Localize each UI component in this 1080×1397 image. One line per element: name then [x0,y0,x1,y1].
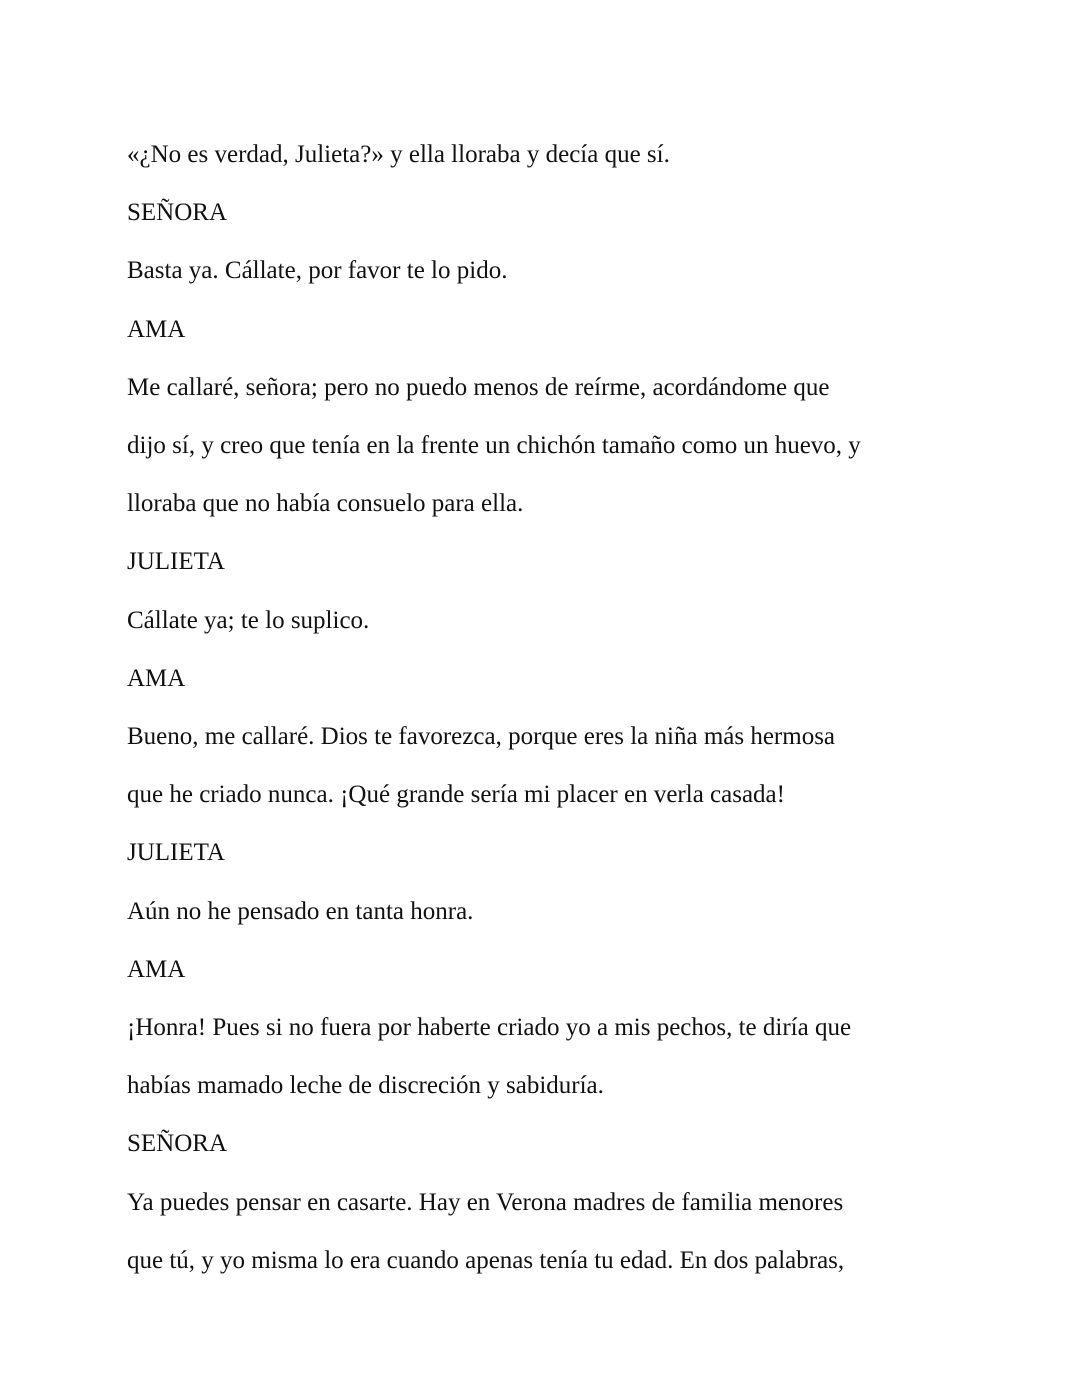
speaker-name: SEÑORA [127,199,228,227]
dialogue-line: Basta ya. Cállate, por favor te lo pido. [127,257,508,285]
dialogue-line: ¡Honra! Pues si no fuera por haberte criado yo a mis pechos, te diría que [127,1014,852,1042]
dialogue-line: Aún no he pensado en tanta honra. [127,897,474,925]
document-page [127,126,947,1290]
speaker-name: AMA [127,664,186,692]
speaker-name: AMA [127,955,186,983]
dialogue-line: que tú, y yo misma lo era cuando apenas tenía tu edad. En dos palabras, [127,1246,845,1274]
speaker-name: SEÑORA [127,1130,228,1158]
dialogue-line: «¿No es verdad, Julieta?» y ella lloraba y decía que sí. [127,141,670,168]
dialogue-line: Me callaré, señora; pero no puedo menos de reírme, acordándome que [127,373,830,401]
dialogue-line: dijo sí, y creo que tenía en la frente un chichón tamaño como un huevo, y [127,432,861,460]
dialogue-line: Cállate ya; te lo suplico. [127,606,370,634]
speaker-name: JULIETA [127,548,225,576]
dialogue-line: lloraba que no había consuelo para ella. [127,490,524,518]
dialogue-line: habías mamado leche de discreción y sabiduría. [127,1072,604,1100]
dialogue-line: que he criado nunca. ¡Qué grande sería mi placer en verla casada! [127,781,785,809]
speaker-name: JULIETA [127,839,225,867]
dialogue-line: Ya puedes pensar en casarte. Hay en Verona madres de familia menores [127,1188,844,1216]
dialogue-line: Bueno, me callaré. Dios te favorezca, porque eres la niña más hermosa [127,723,836,751]
speaker-name: AMA [127,315,186,343]
